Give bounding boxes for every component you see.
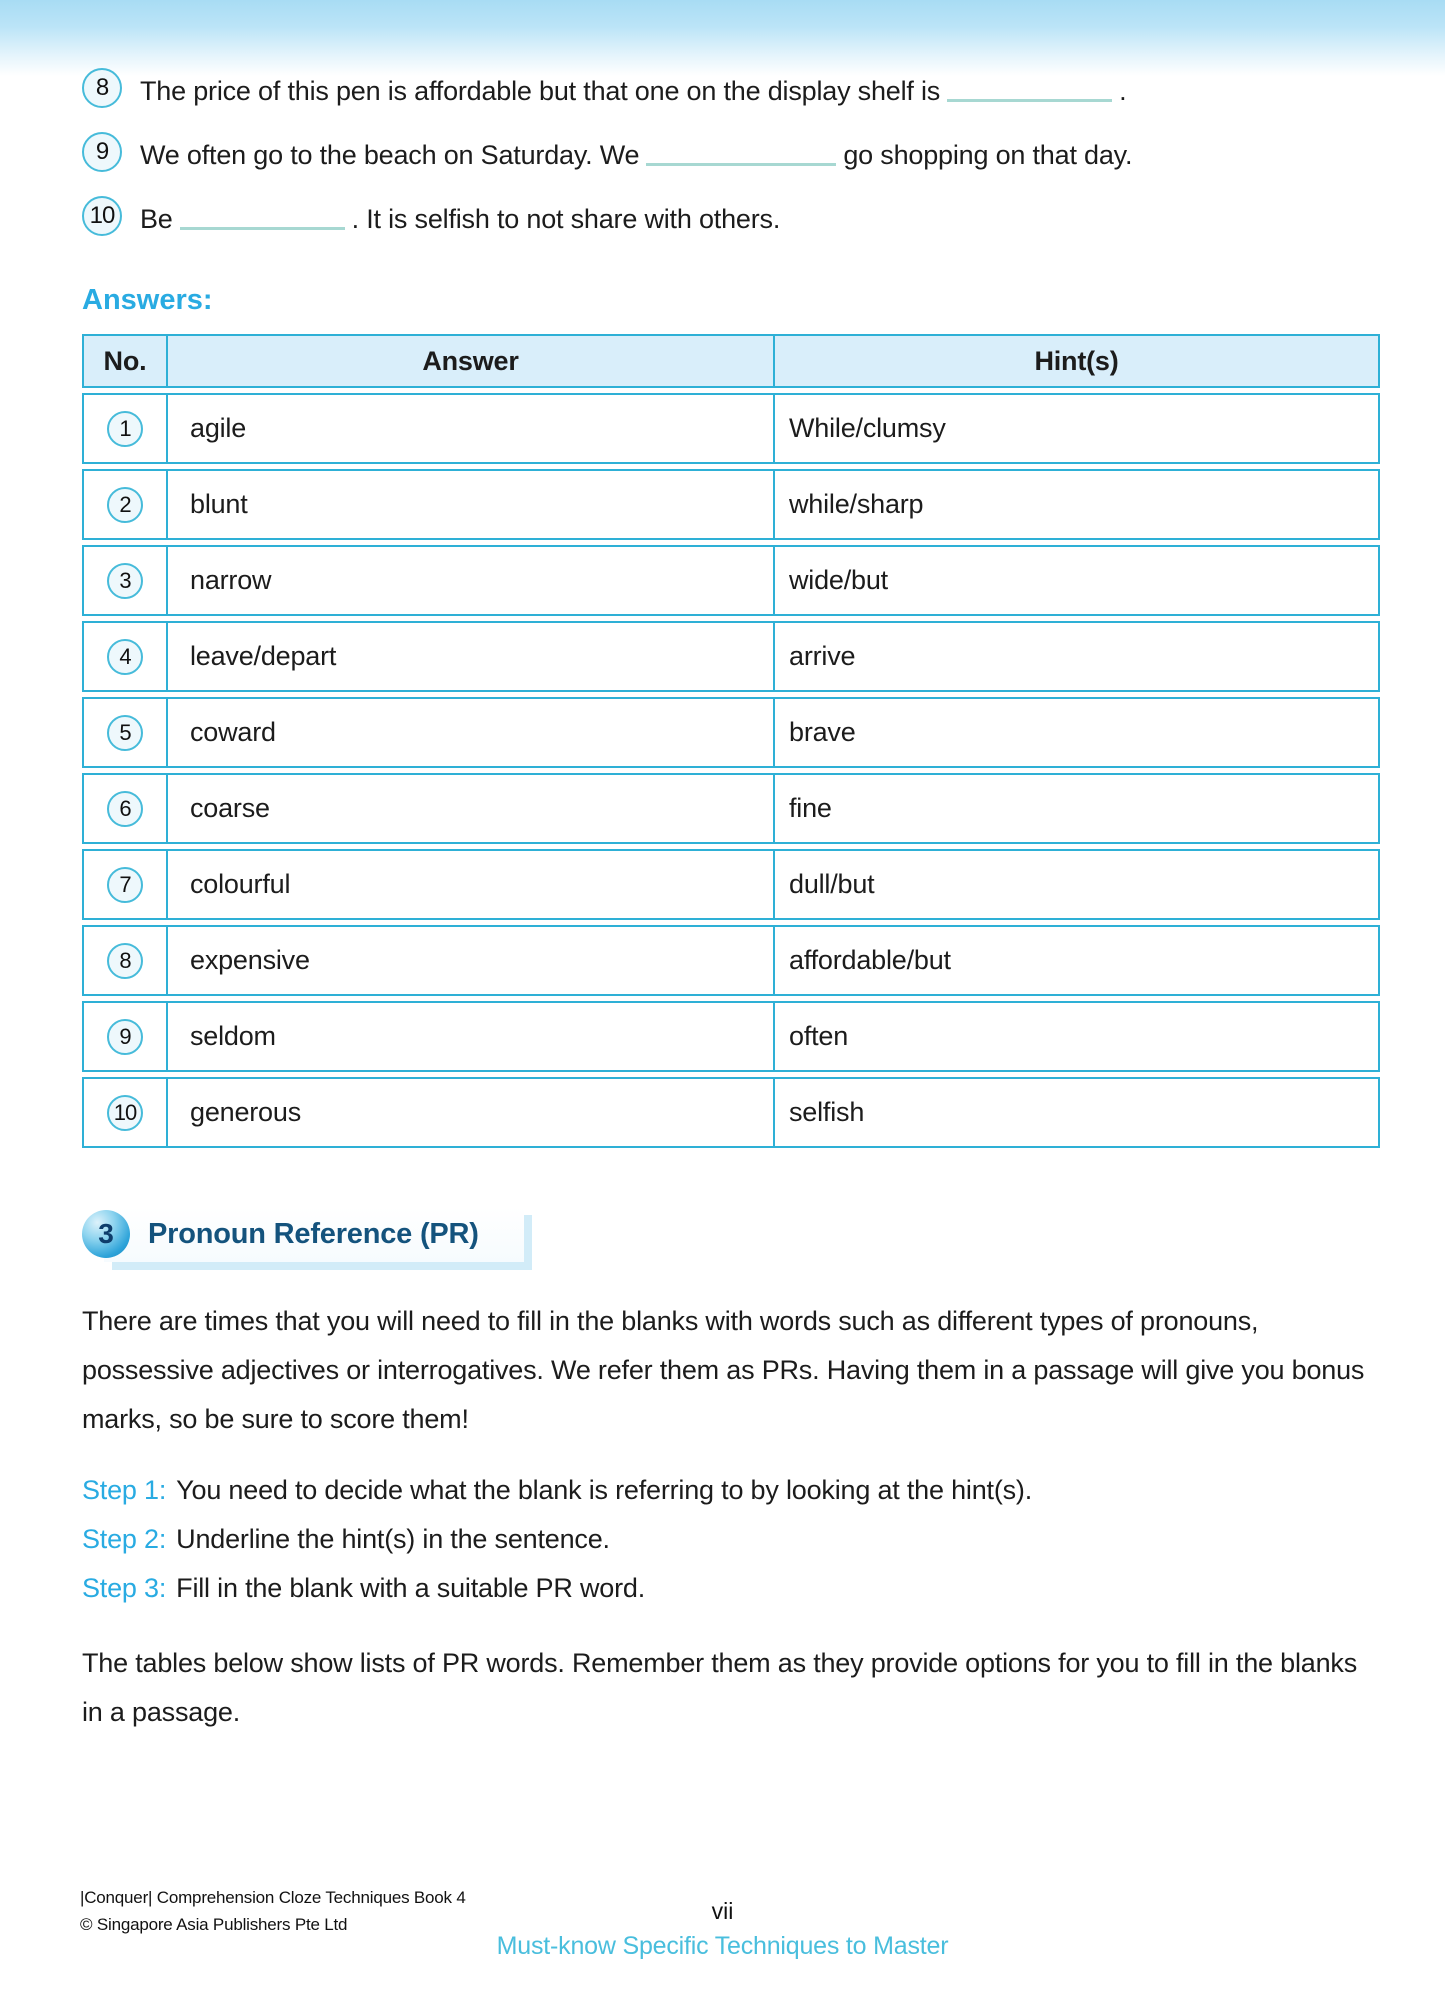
- step-2: [82, 1515, 1382, 1564]
- question-number-badge: 10: [82, 196, 122, 236]
- table-row: [82, 925, 1380, 996]
- fill-in-blank: [180, 208, 345, 230]
- answer-cell: colourful: [168, 849, 775, 920]
- section-heading: [82, 1205, 1382, 1263]
- table-row: [82, 393, 1380, 464]
- outro-paragraph: The tables below show lists of PR words. Remember them as they provide options for you to fill in the blanks in a passage.: [82, 1648, 1358, 1727]
- answers-table: [82, 329, 1380, 1153]
- header-answer: Answer: [168, 334, 775, 388]
- section-number-ball: 3: [82, 1210, 130, 1258]
- intro-paragraph: There are times that you will need to fill in the blanks with words such as different types of pronouns, possessive adjectives or interrogatives. We refer them as PRs. Having them in a passage will give you bonus marks, so be sure to score them!: [82, 1306, 1365, 1434]
- row-number-badge: 2: [107, 487, 143, 523]
- row-number-badge: 10: [107, 1095, 143, 1131]
- step-text: Underline the hint(s) in the sentence.: [176, 1524, 610, 1554]
- hint-cell: while/sharp: [775, 469, 1380, 540]
- table-row: [82, 469, 1380, 540]
- question-text-post: go shopping on that day.: [843, 140, 1133, 170]
- page-top-gradient: [0, 0, 1445, 76]
- question-number-badge: 8: [82, 68, 122, 108]
- answer-cell: agile: [168, 393, 775, 464]
- answer-cell: narrow: [168, 545, 775, 616]
- question-text-pre: The price of this pen is affordable but that one on the display shelf is: [140, 76, 941, 106]
- section-title: Pronoun Reference (PR): [104, 1207, 524, 1262]
- row-number-badge: 1: [107, 411, 143, 447]
- question-text: [140, 136, 1132, 174]
- fill-in-blank: [646, 144, 836, 166]
- hint-cell: dull/but: [775, 849, 1380, 920]
- table-row: [82, 849, 1380, 920]
- question-text-post: .: [1119, 76, 1127, 106]
- hint-cell: While/clumsy: [775, 393, 1380, 464]
- step-3: [82, 1564, 1382, 1613]
- row-number-badge: 9: [107, 1019, 143, 1055]
- footer-book-title: |Conquer| Comprehension Cloze Techniques Book 4: [80, 1888, 466, 1907]
- answer-cell: coward: [168, 697, 775, 768]
- step-label: Step 2:: [82, 1524, 167, 1554]
- footer-tagline: Must-know Specific Techniques to Master: [496, 1932, 949, 1960]
- answers-heading: Answers:: [82, 284, 213, 316]
- question-10: [82, 200, 1382, 238]
- footer-publisher: © Singapore Asia Publishers Pte Ltd: [80, 1915, 348, 1934]
- row-number-badge: 5: [107, 715, 143, 751]
- page-content: [82, 72, 1382, 1737]
- question-text-post: . It is selfish to not share with others.: [351, 204, 781, 234]
- answer-cell: leave/depart: [168, 621, 775, 692]
- answer-cell: generous: [168, 1077, 775, 1148]
- step-label: Step 1:: [82, 1475, 167, 1505]
- header-no: No.: [82, 334, 168, 388]
- question-text-pre: We often go to the beach on Saturday. We: [140, 140, 640, 170]
- answer-cell: expensive: [168, 925, 775, 996]
- hint-cell: often: [775, 1001, 1380, 1072]
- question-text-pre: Be: [140, 204, 173, 234]
- answer-cell: seldom: [168, 1001, 775, 1072]
- table-row: [82, 1077, 1380, 1148]
- answer-cell: coarse: [168, 773, 775, 844]
- row-number-badge: 6: [107, 791, 143, 827]
- hint-cell: wide/but: [775, 545, 1380, 616]
- question-text: [140, 200, 780, 238]
- table-row: [82, 545, 1380, 616]
- fill-in-blank: [947, 80, 1112, 102]
- answer-cell: blunt: [168, 469, 775, 540]
- hint-cell: selfish: [775, 1077, 1380, 1148]
- question-text: [140, 72, 1126, 110]
- step-text: You need to decide what the blank is referring to by looking at the hint(s).: [176, 1475, 1033, 1505]
- hint-cell: arrive: [775, 621, 1380, 692]
- hint-cell: affordable/but: [775, 925, 1380, 996]
- table-row: [82, 621, 1380, 692]
- table-row: [82, 773, 1380, 844]
- table-header-row: [82, 334, 1380, 388]
- row-number-badge: 8: [107, 943, 143, 979]
- row-number-badge: 7: [107, 867, 143, 903]
- steps-list: [82, 1466, 1382, 1613]
- table-row: [82, 697, 1380, 768]
- row-number-badge: 3: [107, 563, 143, 599]
- hint-cell: fine: [775, 773, 1380, 844]
- question-9: [82, 136, 1382, 174]
- step-text: Fill in the blank with a suitable PR word.: [176, 1573, 645, 1603]
- step-label: Step 3:: [82, 1573, 167, 1603]
- question-8: [82, 72, 1382, 110]
- header-hint: Hint(s): [775, 334, 1380, 388]
- step-1: [82, 1466, 1382, 1515]
- page-number: vii: [711, 1898, 734, 1924]
- hint-cell: brave: [775, 697, 1380, 768]
- row-number-badge: 4: [107, 639, 143, 675]
- table-row: [82, 1001, 1380, 1072]
- question-number-badge: 9: [82, 132, 122, 172]
